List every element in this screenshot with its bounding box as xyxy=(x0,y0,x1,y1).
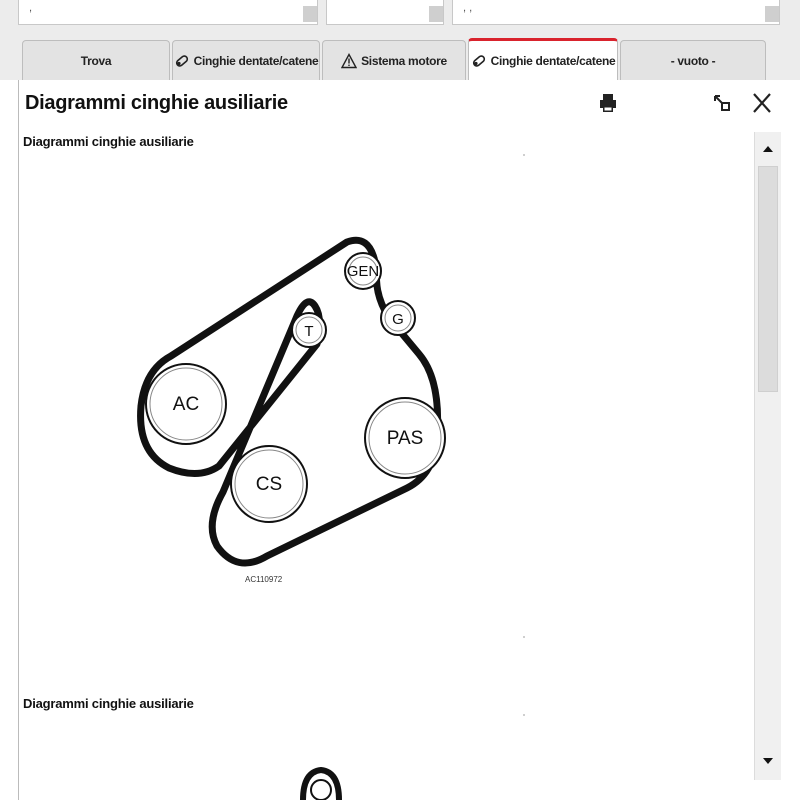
tab-label: - vuoto - xyxy=(670,53,716,68)
vehicle-select[interactable] xyxy=(18,0,318,25)
engine-select-value: , , xyxy=(463,2,473,14)
belt-icon xyxy=(174,53,190,69)
artifact-dot xyxy=(523,714,525,716)
tab-label: Trova xyxy=(80,53,112,68)
chevron-down-icon[interactable] xyxy=(765,6,779,22)
tab-belts-2[interactable] xyxy=(468,38,618,80)
model-select[interactable] xyxy=(326,0,444,25)
diagram-panel xyxy=(18,80,783,800)
belt-routing-diagram xyxy=(119,226,459,586)
pulley-label: AC xyxy=(172,394,200,415)
scroll-up-button[interactable] xyxy=(755,136,781,162)
tab-engine-system[interactable] xyxy=(322,40,466,80)
section-title: Diagrammi cinghie ausiliarie xyxy=(23,134,194,149)
tab-belts-1[interactable] xyxy=(172,40,320,80)
pulley-label: G xyxy=(392,311,404,328)
artifact-dot xyxy=(523,636,525,638)
pulley-label: T xyxy=(304,323,314,340)
belt-routing-diagram-partial xyxy=(299,764,349,800)
section-title: Diagrammi cinghie ausiliarie xyxy=(23,696,194,711)
diagram-scroll-area[interactable] xyxy=(19,128,753,800)
page-title: Diagrammi cinghie ausiliarie xyxy=(25,92,288,114)
pulley-label: CS xyxy=(255,474,283,495)
tab-empty[interactable] xyxy=(620,40,766,80)
tab-label: Sistema motore xyxy=(361,53,447,68)
engine-select[interactable] xyxy=(452,0,780,25)
expand-icon[interactable] xyxy=(709,90,735,116)
printer-icon[interactable] xyxy=(595,90,621,116)
close-icon[interactable] xyxy=(749,90,775,116)
tab-label: Cinghie dentate/catene xyxy=(193,53,319,68)
scrollbar-thumb[interactable] xyxy=(758,166,778,392)
caret-up-icon xyxy=(762,145,774,153)
scroll-down-button[interactable] xyxy=(755,748,781,774)
diagram-code: AC110972 xyxy=(245,575,283,584)
warning-icon xyxy=(341,53,357,69)
pulley-label: PAS xyxy=(386,428,424,449)
caret-down-icon xyxy=(762,757,774,765)
tab-trova[interactable] xyxy=(22,40,170,80)
artifact-dot xyxy=(523,154,525,156)
selector-bar xyxy=(0,0,800,34)
vertical-scrollbar[interactable] xyxy=(754,132,781,780)
pulley-label: GEN xyxy=(346,263,380,280)
chevron-down-icon[interactable] xyxy=(429,6,443,22)
tab-bar xyxy=(0,34,800,80)
tab-label: Cinghie dentate/catene xyxy=(490,53,616,68)
chevron-down-icon[interactable] xyxy=(303,6,317,22)
belt-icon xyxy=(471,53,487,69)
vehicle-select-value: , xyxy=(29,2,33,14)
